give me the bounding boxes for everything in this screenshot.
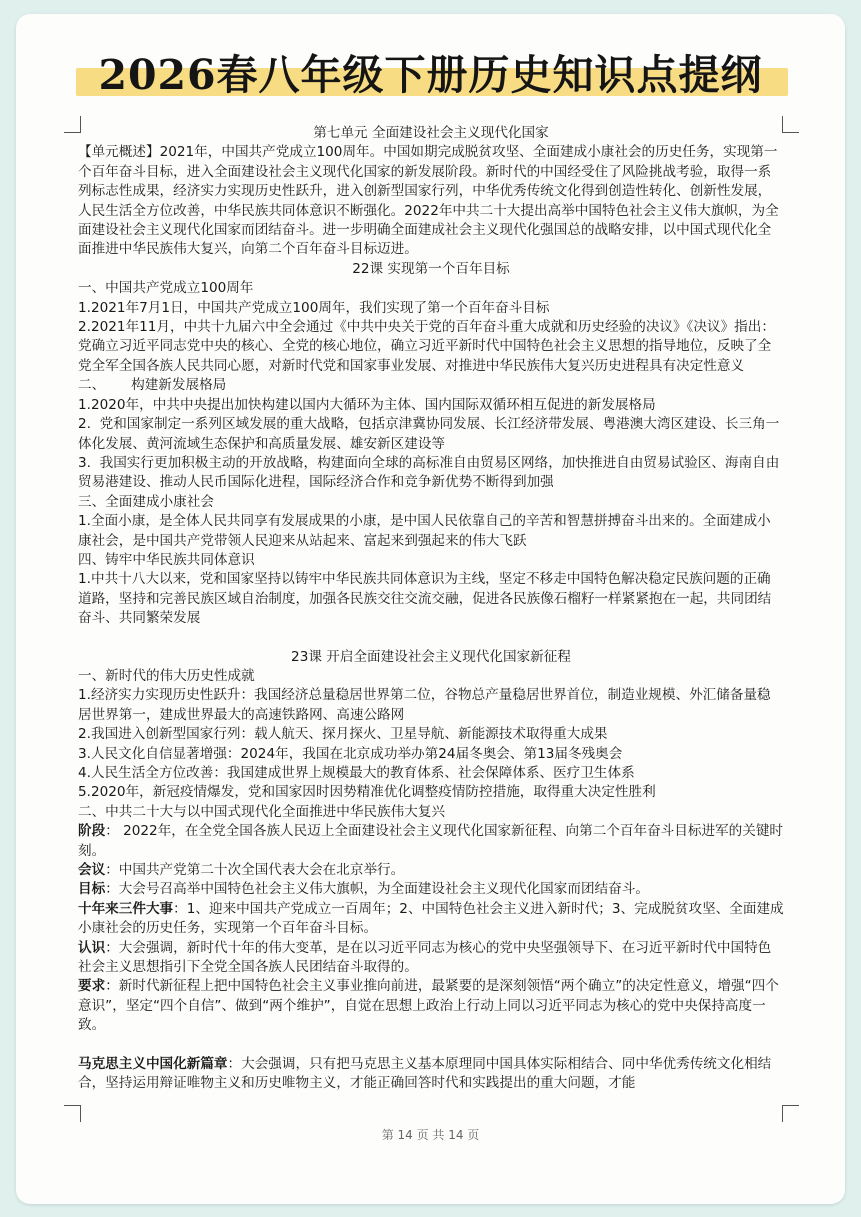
goal-paragraph bbox=[78, 880, 784, 899]
events-text: ：1、迎来中国共产党成立一百周年；2、中国特色社会主义进入新时代；3、完成脱贫攻坚、全面建成小康社会的历史任务，实现第一个百年奋斗目标。 bbox=[78, 900, 784, 937]
title-wrap bbox=[0, 42, 861, 101]
stage-label: 阶段 bbox=[78, 823, 106, 840]
list-item: 5.2020年，新冠疫情爆发，党和国家因时因势精准优化调整疫情防控措施，取得重大决定性胜利 bbox=[78, 784, 656, 801]
unit-heading: 第七单元 全面建设社会主义现代化国家 bbox=[313, 125, 549, 141]
recognition-paragraph bbox=[78, 939, 784, 978]
list-item: 1.中共十八大以来，党和国家坚持以铸牢中华民族共同体意识为主线，坚定不移走中国特色解决稳定民族问题的正确道路，坚持和完善民族区域自治制度，加强各民族交往交流交融，促进各民族像石榴籽一样紧紧抱在一起，共同团结奋斗、共同繁荣发展 bbox=[78, 571, 772, 627]
section-title: 二、 构建新发展格局 bbox=[78, 377, 227, 394]
meeting-text: ：中国共产党第二十次全国代表大会在北京举行。 bbox=[105, 862, 405, 879]
spacer bbox=[78, 1036, 784, 1055]
section-title: 二、中共二十大与以中国式现代化全面推进中华民族伟大复兴 bbox=[78, 803, 446, 820]
list-item: 1.2020年，中共中央提出加快构建以国内大循环为主体、国内国际双循环相互促进的新发展格局 bbox=[78, 396, 656, 413]
stage-text: ： 2022年，在全党全国各族人民迈上全面建设社会主义现代化国家新征程、向第二个百年奋斗目标进军的关键时刻。 bbox=[78, 823, 784, 859]
events-paragraph bbox=[78, 900, 784, 939]
section-title: 一、新时代的伟大历史性成就 bbox=[78, 667, 255, 684]
list-item: 2.我国进入创新型国家行列：载人航天、探月探火、卫星导航、新能源技术取得重大成果 bbox=[78, 726, 608, 743]
lesson22-heading: 22课 实现第一个百年目标 bbox=[352, 260, 510, 277]
list-item: 1.经济实力实现历史性跃升：我国经济总量稳居世界第二位，谷物总产量稳居世界首位，制造业规模、外汇储备量稳居世界第一，建成世界最大的高速铁路网、高速公路网 bbox=[78, 687, 771, 723]
section-title: 四、铸牢中华民族共同体意识 bbox=[78, 551, 255, 568]
list-item: 3.人民文化自信显著增强：2024年，我国在北京成功举办第24届冬奥会、第13届冬残奥会 bbox=[78, 745, 623, 762]
stage-paragraph bbox=[78, 822, 784, 861]
list-item: 1.全面小康，是全体人民共同享有发展成果的小康，是中国人民依靠自己的辛苦和智慧拼搏奋斗出来的。全面建成小康社会，是中国共产党带领人民迎来从站起来、富起来到强起来的伟大飞跃 bbox=[78, 513, 771, 549]
corner-mark-bottom-right bbox=[782, 1105, 799, 1122]
marxism-label: 马克思主义中国化新篇章 bbox=[78, 1055, 228, 1072]
requirement-paragraph bbox=[78, 977, 784, 1035]
requirement-label: 要求 bbox=[78, 978, 106, 995]
list-item: 1.2021年7月1日，中国共产党成立100周年，我们实现了第一个百年奋斗目标 bbox=[78, 299, 550, 316]
list-item: 2. 党和国家制定一系列区域发展的重大战略，包括京津冀协同发展、长江经济带发展、粤港澳大湾区建设、长三角一体化发展、黄河流域生态保护和高质量发展、雄安新区建设等 bbox=[78, 416, 780, 452]
meeting-paragraph bbox=[78, 861, 784, 880]
list-item: 3. 我国实行更加积极主动的开放战略，构建面向全球的高标准自由贸易区网络，加快推进自由贸易试验区、海南自由贸易港建设、推动人民币国际化进程，国际经济合作和竞争新优势不断得到加强 bbox=[78, 454, 780, 491]
document-body bbox=[78, 124, 784, 1094]
corner-mark-bottom-left bbox=[64, 1105, 81, 1122]
meeting-label: 会议 bbox=[78, 862, 106, 879]
lesson23-heading: 23课 开启全面建设社会主义现代化国家新征程 bbox=[291, 648, 571, 665]
marxism-text: ：大会强调，只有把马克思主义基本原理同中国具体实际相结合、同中华优秀传统文化相结合，坚持运用辩证唯物主义和历史唯物主义，才能正确回答时代和实践提出的重大问题，才能 bbox=[78, 1055, 772, 1092]
list-item: 2.2021年11月，中共十九届六中全会通过《中共中央关于党的百年奋斗重大成就和历史经验的决议》《决议》指出：党确立习近平同志党中央的核心、全党的核心地位，确立习近平新时代中国特色社会主义思想的指导地位，反映了全党全军全国各族人民共同心愿，对新时代党和国家事业发展、对推进中华民族伟大复兴历史进程具有决定性意义 bbox=[78, 319, 775, 374]
section-title: 一、中国共产党成立100周年 bbox=[78, 280, 254, 297]
corner-mark-top-right bbox=[782, 116, 799, 133]
spacer bbox=[78, 629, 784, 648]
recognition-text: ：大会强调，新时代十年的伟大变革，是在以习近平同志为核心的党中央坚强领导下、在习近平新时代中国特色社会主义思想指引下全党全国各族人民团结奋斗取得的。 bbox=[78, 939, 772, 976]
page-title: 2026春八年级下册历史知识点提纲 bbox=[98, 51, 763, 99]
unit-overview bbox=[78, 143, 784, 259]
requirement-text: ：新时代新征程上把中国特色社会主义事业推向前进，最紧要的是深刻领悟“两个确立”的决定性意义，增强“四个意识”，坚定“四个自信”、做到“两个维护”，自觉在思想上政治上行动上同以习近平同志为核心的党中央保持高度一致。 bbox=[78, 978, 779, 1034]
overview-text: 2021年，中国共产党成立100周年。中国如期完成脱贫攻坚、全面建成小康社会的历史任务，实现第一个百年奋斗目标，进入全面建设社会主义现代化国家的新发展阶段。新时代的中国经受住了风险挑战考验，取得一系列标志性成果，经济实力实现历史性跃升，进入创新型国家行列，中华优秀传统文化得到创造性转化、创新性发展，人民生活全方位改善，中华民族共同体意识不断强化。2022年中共二十大提出高举中国特色社会主义伟大旗帜，为全面建设社会主义现代化国家而团结奋斗。进一步明确全面建成社会主义现代化强国总的战略安排，以中国式现代化全面推进中华民族伟大复兴，向第二个百年奋斗目标迈进。 bbox=[78, 144, 779, 258]
page-footer: 第 14 页 共 14 页 bbox=[381, 1128, 480, 1142]
marxism-paragraph bbox=[78, 1055, 784, 1094]
goal-label: 目标 bbox=[78, 881, 106, 898]
section-title: 三、全面建成小康社会 bbox=[78, 493, 214, 510]
goal-text: ：大会号召高举中国特色社会主义伟大旗帜，为全面建设社会主义现代化国家而团结奋斗。 bbox=[105, 881, 649, 898]
recognition-label: 认识 bbox=[78, 939, 106, 956]
events-label: 十年来三件大事 bbox=[78, 900, 174, 917]
list-item: 4.人民生活全方位改善：我国建成世界上规模最大的教育体系、社会保障体系、医疗卫生体系 bbox=[78, 765, 635, 781]
overview-label: 【单元概述】 bbox=[78, 144, 160, 161]
